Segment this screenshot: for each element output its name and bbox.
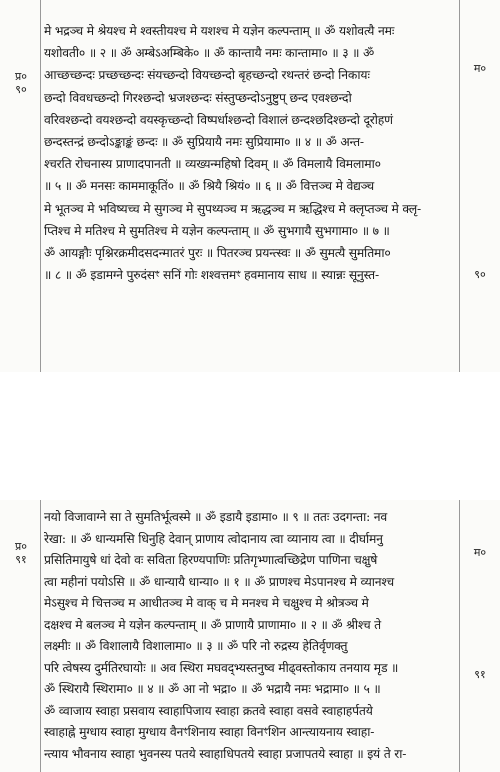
left-margin-rule — [40, 0, 41, 372]
text-line: मे भूतञ्च मे भविष्यच्च मे सुगञ्च मे सुपथ्यञ्च म ऋद्धञ्च म ऋद्धिश्च मे क्लृप्तञ्च मे क्लृ- — [44, 201, 421, 216]
text-line: परि त्वेषस्य दुर्मतिरघायोः ॥ अव स्थिरा मघवद्भ्यस्तनुष्व मीढ्वस्तोकाय तनयाय मृड ॥ — [44, 660, 399, 675]
text-line: यशोवती० ॥ २ ॥ ॐ अम्बेऽअम्बिके० ॥ ॐ कान्तायै नमः कान्तामा० ॥ ३ ॥ ॐ — [44, 46, 375, 61]
text-line: छन्दस्तन्द्रं छन्दोऽङ्काङ्कं छन्दः ॥ ॐ सुप्रियायै नमः सुप्रियामा० ॥ ४ ॥ ॐ अन्त- — [44, 134, 364, 149]
text-line: आच्छच्छन्दः प्रच्छच्छन्दः संयच्छन्दो वियच्छन्दो बृहच्छन्दो रथन्तरं छन्दो निकायः — [44, 68, 370, 83]
margin-text: ९१ — [15, 553, 27, 566]
margin-text: म० — [473, 62, 487, 75]
margin-text: प्र० — [15, 540, 27, 553]
text-line: ॥ ५ ॥ ॐ मनसः काममाकूतिं० ॥ ॐ श्रियै श्रियं० ॥ ६ ॥ ॐ वित्तञ्च मे वेद्यञ्च — [44, 179, 375, 194]
margin-text: म० — [473, 546, 487, 559]
left-margin-label — [6, 540, 36, 566]
text-line: छन्दो विवधच्छन्दो गिरश्छन्दो भ्रजश्छन्दः संस्तुप्छन्दोऽनुष्टुप् छन्द एवश्छन्दो — [44, 90, 352, 105]
page-top — [0, 0, 500, 373]
left-margin-rule — [40, 500, 41, 772]
text-line: ॐ स्थिरायै स्थिरामा० ॥ ४ ॥ ॐ आ नो भद्रा० ॥ ॐ भद्रायै नमः भद्रामा० ॥ ५ ॥ — [44, 682, 381, 696]
left-margin-label — [6, 70, 36, 96]
text-line: नयो विजावाग्ने सा ते सुमतिर्भूत्वस्मे ॥ ॐ इडायै इडामा० ॥ ९ ॥ ततः उदगन्ता: नव — [44, 510, 387, 524]
margin-text: प्र० — [15, 70, 27, 83]
page-gap — [0, 372, 500, 512]
text-line: दक्षश्च मे बलञ्च मे यज्ञेन कल्पन्ताम् ॥ ॐ प्राणायै प्राणामा० ॥ २ ॥ ॐ श्रीश्च ते — [44, 617, 381, 632]
text-line: न्त्याय भौवनाय स्वाहा भुवनस्य पतये स्वाहाधिपतये स्वाहा प्रजापतये स्वाहा ॥ इयं ते रा- — [44, 746, 407, 761]
text-line: वरिवश्छन्दो वयश्छन्दो वयस्कृच्छन्दो विष्पर्धाश्छन्दो विशालं छन्दश्छदिश्छन्दो दूरोहणं — [44, 112, 393, 127]
text-line: स्वाहाह्ने मुग्धाय स्वाहा मुग्धाय वैनꣳशिनाय स्वाहा विनꣳशिन आन्त्यायनाय स्वाहा- — [44, 725, 375, 739]
margin-text: ९० — [15, 83, 27, 96]
text-line: रेखा: ॥ ॐ धान्यमसि धिनुहि देवान् प्राणाय त्वोदानाय त्वा व्यानाय त्वा ॥ दीर्घामनु — [44, 531, 383, 546]
text-line: श्चरति रोचनास्य प्राणादपानती ॥ व्यख्यन्महिषो दिवम् ॥ ॐ विमलायै विमलामा० — [44, 157, 381, 172]
text-line: मेऽसुश्च मे चित्तञ्च म आधीतञ्च मे वाक् च मे मनश्च मे चक्षुश्च मे श्रोत्रञ्च मे — [44, 596, 369, 610]
text-block-bottom — [44, 506, 476, 764]
text-line: ॥ ८ ॥ ॐ इडामग्ने पुरुदंसꣳ सनिं गोः शश्वत्तमꣳ हवमानाय साध ॥ स्यान्नः सूनुस्त- — [44, 268, 379, 283]
text-line: प्रसितिमायुषे धां देवो वः सविता हिरण्यपाणिः प्रतिगृभ्णात्वच्छिद्रेण पाणिना चक्षुषे — [44, 553, 378, 567]
text-line: ॐ आयङ्गौः पृश्निरक्रमीदसदन्मातरं पुरः ॥ पितरञ्च प्रयन्त्स्वः ॥ ॐ सुमत्यै सुमतिमा० — [44, 245, 391, 260]
text-block — [44, 20, 476, 286]
text-line: प्तिश्च मे मतिश्च मे सुमतिश्च मे यज्ञेन कल्पन्ताम् ॥ ॐ सुभगायै सुभगामा० ॥ ७ ॥ — [44, 223, 390, 238]
margin-text: ९० — [474, 268, 486, 281]
text-line: लक्ष्मीः ॥ ॐ विशालायै विशालामा० ॥ ३ ॥ ॐ परि नो रुद्रस्य हेतिर्वृणक्तु — [44, 639, 348, 653]
margin-text: ९१ — [474, 668, 486, 681]
text-line: मे भद्रञ्च मे श्रेयश्च मे श्वस्तीयश्च मे यशश्च मे यज्ञेन कल्पन्ताम् ॥ ॐ यशोवत्यै नमः — [44, 24, 395, 38]
text-line: ॐ व्वाजाय स्वाहा प्रसवाय स्वाहापिजाय स्वाहा क्रतवे स्वाहा वसवे स्वाहाहर्पतये — [44, 703, 373, 718]
text-line: त्वा महीनां पयोऽसि ॥ ॐ धान्यायै धान्या० ॥ १ ॥ ॐ प्राणश्च मेऽपानश्च मे व्यानश्च — [44, 574, 395, 589]
